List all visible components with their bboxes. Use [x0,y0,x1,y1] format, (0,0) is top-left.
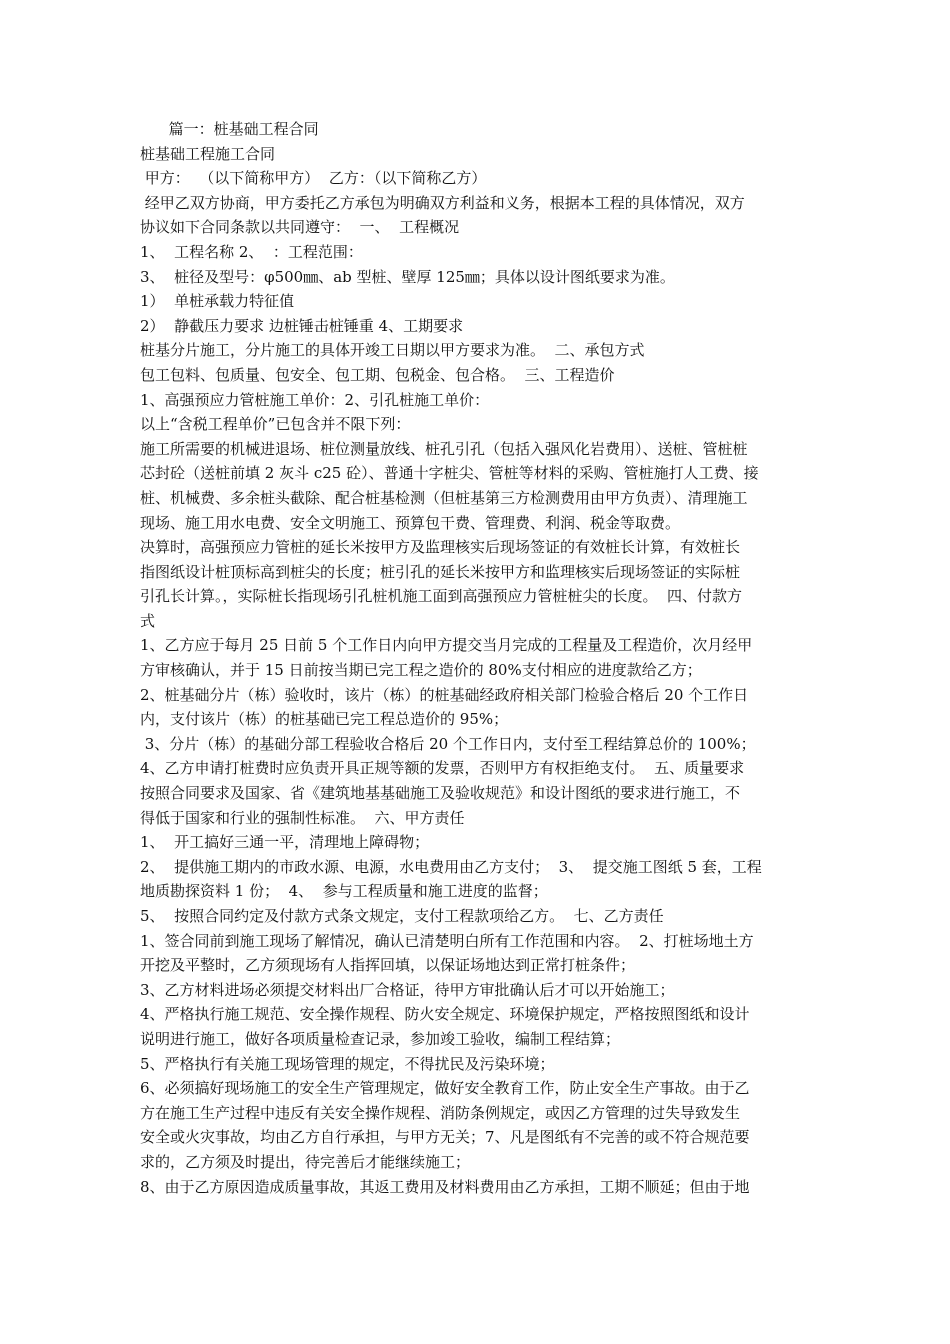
document-line: 4、严格执行施工规范、安全操作规程、防火安全规定、环境保护规定，严格按照图纸和设计 [140,1005,750,1024]
document-line: 甲方： （以下简称甲方） 乙方：（以下简称乙方） [140,169,487,188]
document-line: 2、 提供施工期内的市政水源、电源，水电费用由乙方支付； 3、 提交施工图纸 5 套，工程 [140,857,762,876]
document-line: 芯封砼（送桩前填 2 灰斗 c25 砼）、普通十字桩尖、管桩等材料的采购、管桩施打人工费、接 [140,464,759,483]
document-line: 3、 桩径及型号：φ500㎜、ab 型桩、壁厚 125㎜；具体以设计图纸要求为准。 [140,267,675,286]
document-line: 包工包料、包质量、包安全、包工期、包税金、包合格。 三、工程造价 [140,365,615,384]
document-line: 式 [140,611,156,630]
document-line: 3、分片（栋）的基础分部工程验收合格后 20 个工作日内，支付至工程结算总价的 100%； [140,734,756,753]
document-line: 开挖及平整时，乙方须现场有人指挥回填，以保证场地达到正常打桩条件； [140,956,636,975]
document-line: 1、 工程名称 2、 ：工程范围： [140,242,363,261]
document-line: 1、乙方应于每月 25 日前 5 个工作日内向甲方提交当月完成的工程量及工程造价，次月经甲 [140,636,753,655]
document-line: 桩、机械费、多余桩头截除、配合桩基检测（但桩基第三方检测费用由甲方负责）、清理施工 [140,488,748,507]
document-line: 安全或火灾事故，均由乙方自行承担，与甲方无关；7、凡是图纸有不完善的或不符合规范要 [140,1128,750,1147]
document-line: 2、桩基础分片（栋）验收时，该片（栋）的桩基础经政府相关部门检验合格后 20 个工作日 [140,685,749,704]
document-line: 决算时，高强预应力管桩的延长米按甲方及监理核实后现场签证的有效桩长计算，有效桩长 [140,538,741,557]
document-line: 按照合同要求及国家、省《建筑地基基础施工及验收规范》和设计图纸的要求进行施工，不 [140,784,741,803]
document-line: 8、由于乙方原因造成质量事故，其返工费用及材料费用由乙方承担，工期不顺延；但由于地 [140,1177,750,1196]
document-line: 2） 静截压力要求 边桩锤击桩锤重 4、工期要求 [140,316,464,335]
document-line: 篇一：桩基础工程合同 [140,120,319,138]
document-page [140,117,820,1199]
document-line: 6、必须搞好现场施工的安全生产管理规定，做好安全教育工作，防止安全生产事故。由于乙 [140,1079,750,1098]
document-line: 协议如下合同条款以共同遵守： 一、 工程概况 [140,218,460,237]
document-line: 以上“含税工程单价”已包含并不限下列： [140,415,411,434]
document-line: 现场、施工用水电费、安全文明施工、预算包干费、管理费、利润、税金等取费。 [140,513,681,532]
document-line: 地质勘探资料 1 份； 4、 参与工程质量和施工进度的监督； [140,882,548,901]
document-line: 说明进行施工，做好各项质量检查记录，参加竣工验收，编制工程结算； [140,1029,621,1048]
document-line: 5、 按照合同约定及付款方式条文规定，支付工程款项给乙方。 七、乙方责任 [140,907,664,925]
document-line: 4、乙方申请打桩费时应负责开具正规等额的发票，否则甲方有权拒绝支付。 五、质量要求 [140,759,745,778]
document-line: 求的，乙方须及时提出，待完善后才能继续施工； [140,1152,471,1171]
document-line: 1） 单桩承载力特征值 [140,292,295,311]
document-line: 1、签合同前到施工现场了解情况，确认已清楚明白所有工作范围和内容。 2、打桩场地土方 [140,931,754,950]
document-line: 1、高强预应力管桩施工单价：2、引孔桩施工单价： [140,390,490,409]
document-line: 桩基础工程施工合同 [140,144,276,163]
document-line: 施工所需要的机械进退场、桩位测量放线、桩孔引孔（包括入强风化岩费用）、送桩、管桩桩 [140,439,748,458]
document-line: 5、严格执行有关施工现场管理的规定，不得扰民及污染环境； [140,1054,555,1073]
document-line: 经甲乙双方协商，甲方委托乙方承包为明确双方利益和义务，根据本工程的具体情况，双方 [140,193,745,212]
document-line: 方在施工生产过程中违反有关安全操作规程、消防条例规定，或因乙方管理的过失导致发生 [140,1103,741,1122]
document-line: 桩基分片施工，分片施工的具体开竣工日期以甲方要求为准。 二、承包方式 [140,341,645,360]
document-line: 引孔长计算。，实际桩长指现场引孔桩机施工面到高强预应力管桩桩尖的长度。 四、付款方 [140,587,743,606]
document-line: 3、乙方材料进场必须提交材料出厂合格证，待甲方审批确认后才可以开始施工； [140,980,675,999]
document-line: 内，支付该片（栋）的桩基础已完工程总造价的 95%； [140,710,509,729]
document-line: 得低于国家和行业的强制性标准。 六、甲方责任 [140,808,465,827]
document-line: 方审核确认，并于 15 日前按当期已完工程之造价的 80%支付相应的进度款给乙方； [140,661,702,680]
document-line: 1、 开工搞好三通一平，清理地上障碍物； [140,833,430,852]
document-line: 指图纸设计桩顶标高到桩尖的长度；桩引孔的延长米按甲方和监理核实后现场签证的实际桩 [140,562,741,581]
